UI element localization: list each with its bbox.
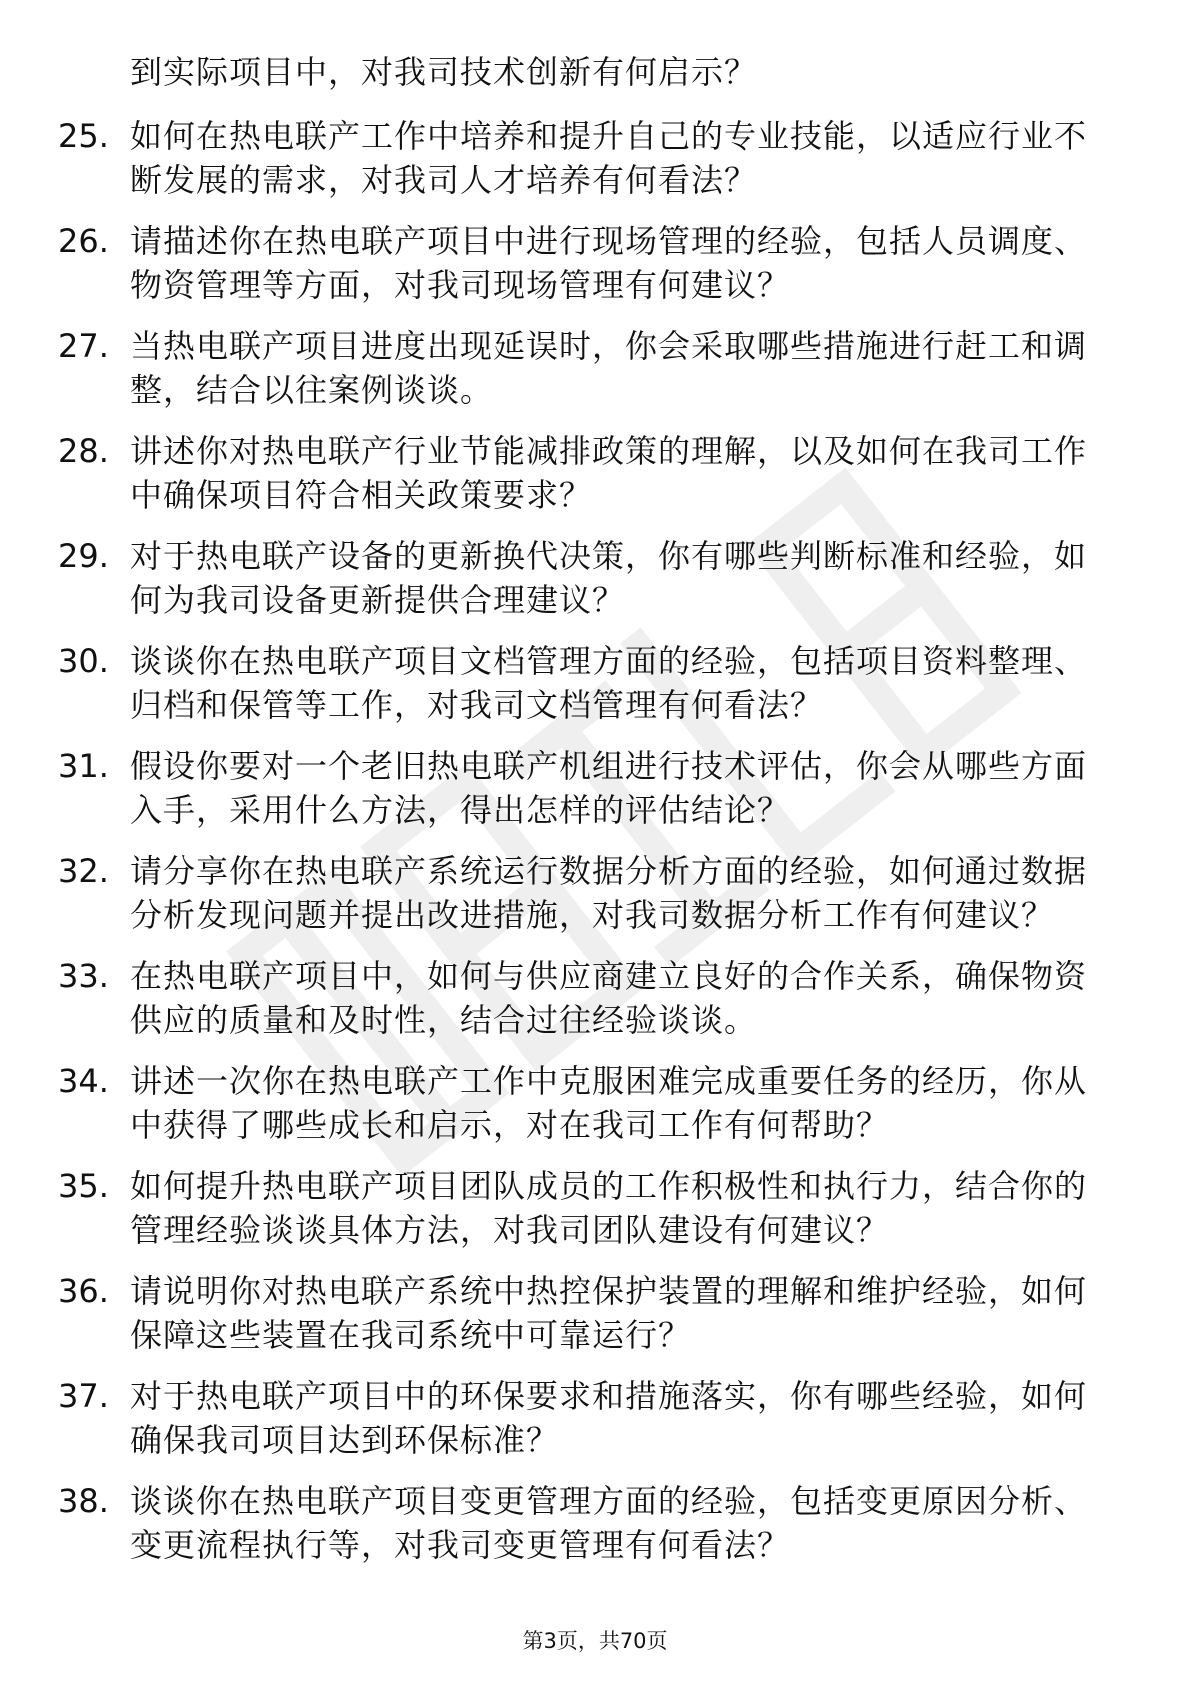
question-number: 26. (58, 222, 109, 260)
question-text: 讲述一次你在热电联产工作中克服困难完成重要任务的经历，你从中获得了哪些成长和启示，对在我司工作有何帮助？ (130, 1062, 1088, 1144)
question-number: 36. (58, 1272, 109, 1310)
question-item (58, 1269, 1138, 1357)
question-text: 对于热电联产设备的更新换代决策，你有哪些判断标准和经验，如何为我司设备更新提供合理建议？ (130, 537, 1088, 619)
question-item (58, 1479, 1138, 1567)
question-item (58, 1164, 1138, 1252)
question-text: 在热电联产项目中，如何与供应商建立良好的合作关系，确保物资供应的质量和及时性，结合过往经验谈谈。 (130, 957, 1088, 1039)
question-text: 请说明你对热电联产系统中热控保护装置的理解和维护经验，如何保障这些装置在我司系统中可靠运行？ (130, 1272, 1088, 1354)
question-number: 37. (58, 1377, 109, 1415)
question-number: 34. (58, 1062, 109, 1100)
question-item (58, 534, 1138, 622)
question-text: 如何提升热电联产项目团队成员的工作积极性和执行力，结合你的管理经验谈谈具体方法，对我司团队建设有何建议？ (130, 1167, 1088, 1249)
question-text: 请描述你在热电联产项目中进行现场管理的经验，包括人员调度、物资管理等方面，对我司现场管理有何建议？ (130, 222, 1088, 304)
question-number: 38. (58, 1482, 109, 1520)
question-item (58, 114, 1138, 202)
page-footer: 第3页，共70页 (522, 1629, 668, 1653)
question-number: 29. (58, 537, 109, 575)
question-number: 30. (58, 642, 109, 680)
question-text: 请分享你在热电联产系统运行数据分析方面的经验，如何通过数据分析发现问题并提出改进措施，对我司数据分析工作有何建议？ (130, 852, 1088, 934)
question-number: 27. (58, 327, 109, 365)
question-text: 谈谈你在热电联产项目文档管理方面的经验，包括项目资料整理、归档和保管等工作，对我司文档管理有何看法？ (130, 642, 1088, 724)
question-item (58, 744, 1138, 832)
continued-question-text: 到实际项目中，对我司技术创新有何启示？ (130, 53, 758, 91)
question-number: 31. (58, 747, 109, 785)
question-text: 对于热电联产项目中的环保要求和措施落实，你有哪些经验，如何确保我司项目达到环保标准？ (130, 1377, 1088, 1459)
question-number: 35. (58, 1167, 109, 1205)
question-number: 25. (58, 117, 109, 155)
question-item (58, 1059, 1138, 1147)
question-text: 如何在热电联产工作中培养和提升自己的专业技能，以适应行业不断发展的需求，对我司人才培养有何看法？ (130, 117, 1088, 199)
question-item (58, 219, 1138, 307)
question-number: 33. (58, 957, 109, 995)
question-item (58, 639, 1138, 727)
question-item (58, 429, 1138, 517)
question-item (58, 324, 1138, 412)
question-text: 假设你要对一个老旧热电联产机组进行技术评估，你会从哪些方面入手，采用什么方法，得出怎样的评估结论？ (130, 747, 1088, 829)
question-list (58, 114, 1138, 1584)
question-item (58, 849, 1138, 937)
question-text: 当热电联产项目进度出现延误时，你会采取哪些措施进行赶工和调整，结合以往案例谈谈。 (130, 327, 1088, 409)
question-item (58, 954, 1138, 1042)
question-number: 28. (58, 432, 109, 470)
question-number: 32. (58, 852, 109, 890)
question-text: 谈谈你在热电联产项目变更管理方面的经验，包括变更原因分析、变更流程执行等，对我司变更管理有何看法？ (130, 1482, 1088, 1564)
question-text: 讲述你对热电联产行业节能减排政策的理解，以及如何在我司工作中确保项目符合相关政策要求？ (130, 432, 1088, 514)
question-item (58, 1374, 1138, 1462)
